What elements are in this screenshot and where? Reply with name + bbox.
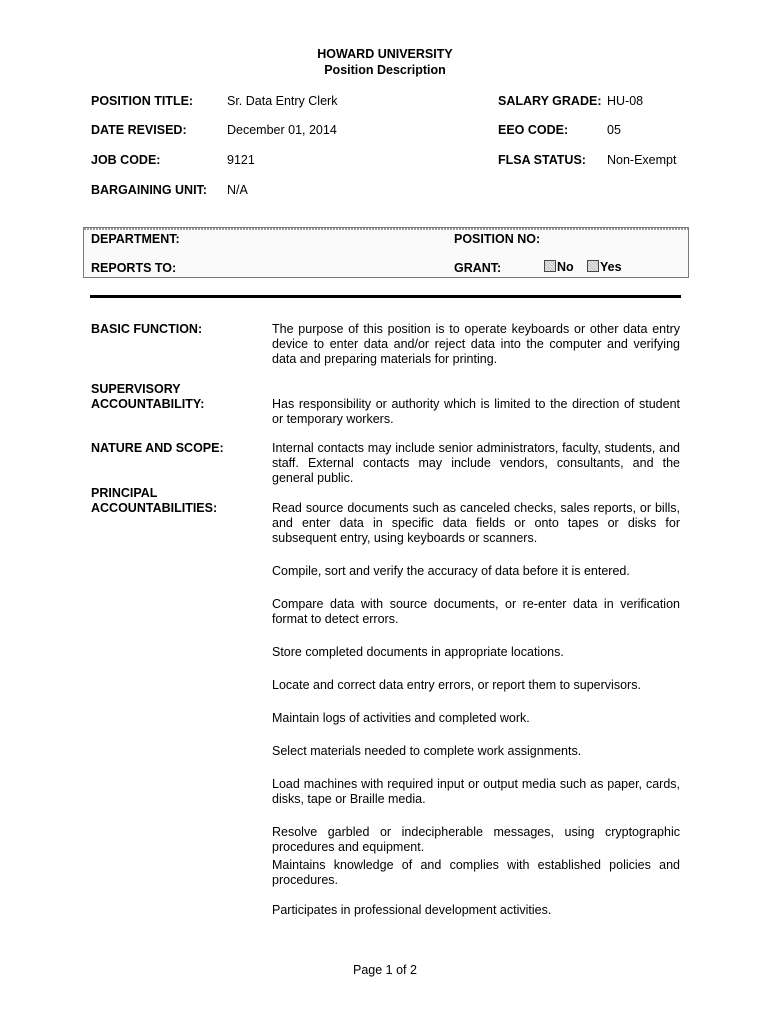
flsa-status-value: Non-Exempt xyxy=(607,153,677,167)
salary-grade-value: HU-08 xyxy=(607,94,644,108)
department-panel xyxy=(83,227,689,278)
page-number: Page 1 of 2 xyxy=(353,963,417,977)
duty-item: Locate and correct data entry errors, or report them to supervisors. xyxy=(272,678,641,692)
date-revised-value: December 01, 2014 xyxy=(227,123,337,137)
panel-top-border xyxy=(84,228,688,230)
supervisory-label: SUPERVISORY xyxy=(91,382,181,396)
eeo-code-value: 05 xyxy=(607,123,621,137)
grant-yes-option[interactable] xyxy=(587,260,622,274)
duty-item: Resolve garbled or indecipherable messages, using cryptographic procedures and equipment. xyxy=(272,825,680,854)
duty-item: Store completed documents in appropriate locations. xyxy=(272,645,564,659)
basic-function-label: BASIC FUNCTION: xyxy=(91,322,203,336)
yes-label: Yes xyxy=(600,260,622,274)
nature-scope-text: Internal contacts may include senior administrators, faculty, students, and staff. External contacts may include vendors, consultants, and the general public. xyxy=(272,441,680,485)
job-code-value: 9121 xyxy=(227,153,255,167)
principal-accountabilities-label: ACCOUNTABILITIES: xyxy=(91,501,218,515)
reports-to-label: REPORTS TO: xyxy=(91,261,177,275)
yes-checkbox[interactable] xyxy=(587,260,599,272)
bargaining-unit-label: BARGAINING UNIT: xyxy=(91,183,207,197)
basic-function-text: The purpose of this position is to operate keyboards or other data entry device to enter data and/or reject data into the computer and verifying data and preparing materials for printing. xyxy=(272,322,680,366)
duty-item: Maintains knowledge of and complies with established policies and procedures. xyxy=(272,858,680,887)
salary-grade-label: SALARY GRADE: xyxy=(498,94,602,108)
no-checkbox[interactable] xyxy=(544,260,556,272)
job-code-label: JOB CODE: xyxy=(91,153,161,167)
date-revised-label: DATE REVISED: xyxy=(91,123,187,137)
position-no-label: POSITION NO: xyxy=(454,232,541,246)
grant-label: GRANT: xyxy=(454,261,502,275)
position-title-label: POSITION TITLE: xyxy=(91,94,194,108)
duty-item: Maintain logs of activities and completed work. xyxy=(272,711,530,725)
grant-no-option[interactable] xyxy=(544,260,574,274)
duty-item: Select materials needed to complete work assignments. xyxy=(272,744,582,758)
flsa-status-label: FLSA STATUS: xyxy=(498,153,586,167)
section-divider xyxy=(90,295,681,298)
document-org-title: HOWARD UNIVERSITY xyxy=(317,47,453,61)
duty-item: Load machines with required input or output media such as paper, cards, disks, tape or Braille media. xyxy=(272,777,680,806)
eeo-code-label: EEO CODE: xyxy=(498,123,569,137)
position-title-value: Sr. Data Entry Clerk xyxy=(227,94,338,108)
duty-item: Read source documents such as canceled checks, sales reports, or bills, and enter data in specific data fields or onto tapes or disks for subsequent entry, using keyboards or scanners. xyxy=(272,501,680,545)
duty-item: Participates in professional development activities. xyxy=(272,903,552,917)
no-label: No xyxy=(557,260,574,274)
document-subtitle: Position Description xyxy=(324,63,446,77)
duty-item: Compile, sort and verify the accuracy of data before it is entered. xyxy=(272,564,630,578)
duty-item: Compare data with source documents, or re-enter data in verification format to detect errors. xyxy=(272,597,680,626)
bargaining-unit-value: N/A xyxy=(227,183,248,197)
department-label: DEPARTMENT: xyxy=(91,232,180,246)
nature-scope-label: NATURE AND SCOPE: xyxy=(91,441,224,455)
supervisory-text: Has responsibility or authority which is limited to the direction of student or temporary workers. xyxy=(272,397,680,426)
principal-label: PRINCIPAL xyxy=(91,486,158,500)
accountability-label: ACCOUNTABILITY: xyxy=(91,397,205,411)
